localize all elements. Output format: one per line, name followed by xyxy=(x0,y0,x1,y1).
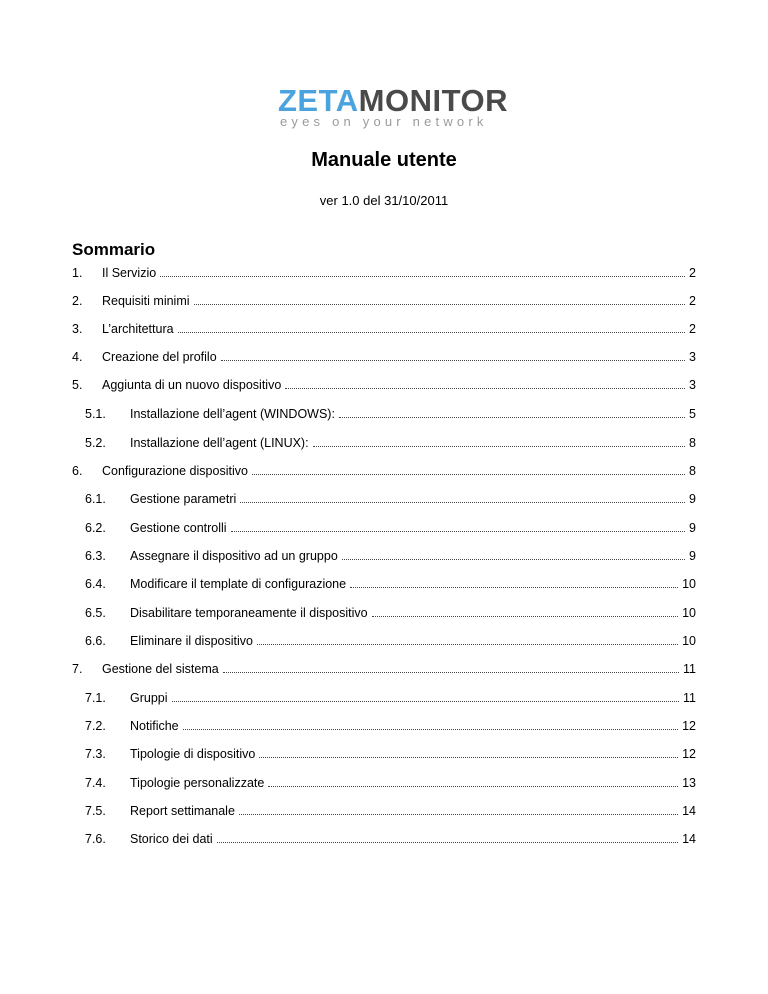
toc-entry-page: 9 xyxy=(689,521,696,535)
toc-entry-number: 4. xyxy=(72,350,83,364)
toc-dot-leader xyxy=(239,803,678,815)
toc-entry-label: Installazione dell’agent (WINDOWS): xyxy=(130,407,335,421)
toc-entry[interactable] xyxy=(85,435,696,451)
toc-dot-leader xyxy=(268,775,678,787)
toc-heading: Sommario xyxy=(72,240,156,259)
toc-entry-page: 11 xyxy=(683,662,696,676)
toc-entry[interactable] xyxy=(72,293,696,309)
toc-entry[interactable] xyxy=(72,265,696,281)
toc-entry-label: Creazione del profilo xyxy=(102,350,217,364)
toc-entry-page: 2 xyxy=(689,266,696,280)
toc-entry-label: Installazione dell’agent (LINUX): xyxy=(130,436,309,450)
logo-wordmark xyxy=(278,84,508,118)
toc-entry[interactable] xyxy=(72,349,696,365)
toc-dot-leader xyxy=(342,548,685,560)
toc-entry-number: 6.1. xyxy=(85,492,106,506)
toc-dot-leader xyxy=(194,293,686,305)
logo-word-zeta: ZETA xyxy=(278,83,359,118)
zetamonitor-logo xyxy=(278,83,508,132)
toc-entry-page: 9 xyxy=(689,549,696,563)
toc-entry[interactable] xyxy=(85,746,696,762)
toc-entry-number: 6.2. xyxy=(85,521,106,535)
toc-entry-page: 10 xyxy=(682,606,696,620)
toc-entry-label: Modificare il template di configurazione xyxy=(130,577,347,591)
logo-tagline: eyes on your network xyxy=(280,114,488,129)
toc-entry-label: Tipologie di dispositivo xyxy=(130,747,256,761)
toc-entry[interactable] xyxy=(85,775,696,791)
toc-entry-label: Assegnare il dispositivo ad un gruppo xyxy=(130,549,338,563)
toc-entry-page: 8 xyxy=(689,436,696,450)
toc-entry-label: Il Servizio xyxy=(102,266,157,280)
toc-dot-leader xyxy=(257,633,678,645)
toc-dot-leader xyxy=(231,520,685,532)
toc-entry-number: 6. xyxy=(72,464,83,478)
toc-entry-label: Tipologie personalizzate xyxy=(130,776,265,790)
toc-entry-label: Eliminare il dispositivo xyxy=(130,634,253,648)
toc-entry-page: 3 xyxy=(689,350,696,364)
toc-entry-page: 5 xyxy=(689,407,696,421)
toc-dot-leader xyxy=(223,661,679,673)
toc-dot-leader xyxy=(240,491,685,503)
toc-entry-number: 1. xyxy=(72,266,83,280)
toc-entry-page: 2 xyxy=(689,294,696,308)
toc-dot-leader xyxy=(350,576,678,588)
toc-dot-leader xyxy=(178,321,685,333)
toc-entry[interactable] xyxy=(72,463,696,479)
toc-entry-number: 7.2. xyxy=(85,719,106,733)
toc-dot-leader xyxy=(339,406,685,418)
toc-entry-number: 6.6. xyxy=(85,634,106,648)
toc-dot-leader xyxy=(160,265,685,277)
toc-dot-leader xyxy=(313,435,685,447)
toc-entry[interactable] xyxy=(72,377,696,393)
toc-entry-page: 10 xyxy=(682,577,696,591)
toc-entry-page: 9 xyxy=(689,492,696,506)
toc-entry[interactable] xyxy=(72,321,696,337)
toc-entry-label: Requisiti minimi xyxy=(102,294,190,308)
toc-entry-number: 6.4. xyxy=(85,577,106,591)
toc-entry-number: 7. xyxy=(72,662,83,676)
toc-entry-number: 6.5. xyxy=(85,606,106,620)
toc-entry-page: 8 xyxy=(689,464,696,478)
toc-entry-number: 7.5. xyxy=(85,804,106,818)
toc-dot-leader xyxy=(259,746,678,758)
toc-entry-page: 14 xyxy=(682,832,696,846)
toc-entry-page: 13 xyxy=(682,776,696,790)
toc-entry-label: Gruppi xyxy=(130,691,168,705)
document-version: ver 1.0 del 31/10/2011 xyxy=(319,193,449,208)
toc-entry-label: Storico dei dati xyxy=(130,832,213,846)
toc-dot-leader xyxy=(285,377,685,389)
toc-dot-leader xyxy=(183,718,678,730)
toc-entry-number: 7.1. xyxy=(85,691,106,705)
toc-entry-label: Configurazione dispositivo xyxy=(102,464,248,478)
toc-entry-label: Aggiunta di un nuovo dispositivo xyxy=(102,378,282,392)
toc-dot-leader xyxy=(372,605,678,617)
toc-entry-label: Notifiche xyxy=(130,719,179,733)
toc-entry[interactable] xyxy=(85,548,696,564)
toc-entry-page: 3 xyxy=(689,378,696,392)
toc-entry[interactable] xyxy=(85,576,696,592)
toc-entry-number: 7.4. xyxy=(85,776,106,790)
toc-entry-label: Disabilitare temporaneamente il dispositivo xyxy=(130,606,368,620)
toc-entry[interactable] xyxy=(85,690,696,706)
toc-entry[interactable] xyxy=(85,718,696,734)
toc-entry-number: 5.1. xyxy=(85,407,106,421)
toc-dot-leader xyxy=(221,349,685,361)
toc-entry-label: Gestione controlli xyxy=(130,521,227,535)
toc-dot-leader xyxy=(217,831,678,843)
document-title: Manuale utente xyxy=(311,149,457,171)
toc-entry-number: 5. xyxy=(72,378,83,392)
toc-entry-page: 12 xyxy=(682,719,696,733)
toc-entry[interactable] xyxy=(85,633,696,649)
toc-entry-label: L’architettura xyxy=(102,322,174,336)
toc-entry[interactable] xyxy=(85,406,696,422)
toc-entry-number: 3. xyxy=(72,322,83,336)
toc-entry-number: 7.3. xyxy=(85,747,106,761)
toc-entry[interactable] xyxy=(85,605,696,621)
toc-entry-label: Gestione parametri xyxy=(130,492,237,506)
toc-dot-leader xyxy=(172,690,679,702)
toc-entry[interactable] xyxy=(85,803,696,819)
toc-entry-number: 5.2. xyxy=(85,436,106,450)
toc-entry-number: 6.3. xyxy=(85,549,106,563)
toc-entry-label: Gestione del sistema xyxy=(102,662,219,676)
logo-word-monitor: MONITOR xyxy=(358,83,508,118)
toc-entry-number: 2. xyxy=(72,294,83,308)
toc-entry[interactable] xyxy=(72,661,696,677)
toc-entry-number: 7.6. xyxy=(85,832,106,846)
toc-dot-leader xyxy=(252,463,685,475)
toc-entry[interactable] xyxy=(85,491,696,507)
toc-entry-page: 10 xyxy=(682,634,696,648)
toc-entry-page: 2 xyxy=(689,322,696,336)
toc-entry[interactable] xyxy=(85,831,696,847)
toc-entry-page: 14 xyxy=(682,804,696,818)
toc-entry-label: Report settimanale xyxy=(130,804,235,818)
toc-entry-page: 11 xyxy=(683,691,696,705)
toc-entry[interactable] xyxy=(85,520,696,536)
toc-entry-page: 12 xyxy=(682,747,696,761)
